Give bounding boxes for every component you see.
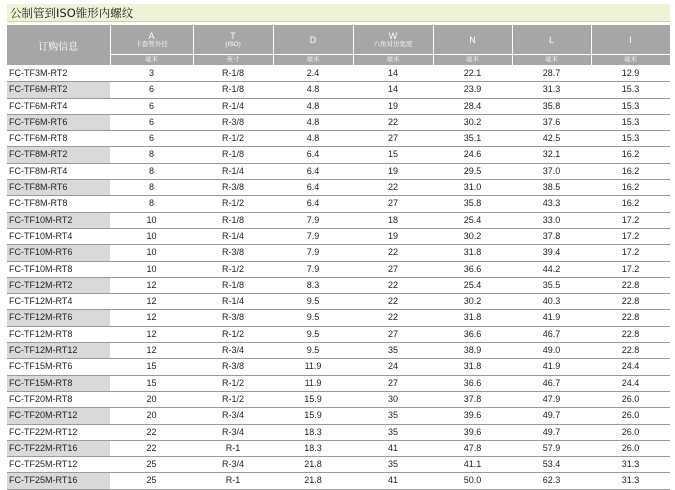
tube-od-a-cell: 12	[110, 343, 193, 359]
bore-d-cell: 15.9	[273, 391, 353, 407]
tube-od-a-cell: 12	[110, 326, 193, 342]
order-code-cell: FC-TF22M-RT16	[7, 440, 110, 456]
order-code-cell: FC-TF6M-RT8	[7, 131, 110, 147]
length-n-cell: 39.6	[433, 424, 512, 440]
table-row	[7, 326, 670, 342]
length-l-cell: 57.9	[512, 440, 591, 456]
hex-w-cell: 30	[353, 391, 433, 407]
order-code-cell: FC-TF8M-RT6	[7, 180, 110, 196]
hex-w-cell: 14	[353, 82, 433, 98]
tube-od-a-cell: 6	[110, 98, 193, 114]
hex-w-cell: 41	[353, 440, 433, 456]
tube-od-a-cell: 6	[110, 114, 193, 130]
unit-i: 毫米	[591, 55, 670, 66]
header-n-label: N	[469, 34, 476, 45]
unit-w: 毫米	[353, 55, 433, 66]
length-l-cell: 53.4	[512, 457, 591, 473]
length-i-cell: 26.0	[591, 440, 670, 456]
bore-d-cell: 7.9	[273, 245, 353, 261]
bore-d-cell: 4.8	[273, 82, 353, 98]
header-i-label: I	[629, 34, 632, 45]
table-row	[7, 114, 670, 130]
tube-od-a-cell: 10	[110, 212, 193, 228]
length-i-cell: 12.9	[591, 66, 670, 82]
order-code-cell: FC-TF10M-RT8	[7, 261, 110, 277]
length-l-cell: 41.9	[512, 359, 591, 375]
length-l-cell: 31.3	[512, 82, 591, 98]
header-order	[7, 25, 110, 66]
length-i-cell: 16.2	[591, 147, 670, 163]
length-n-cell: 36.6	[433, 261, 512, 277]
length-n-cell: 37.8	[433, 391, 512, 407]
order-code-cell: FC-TF12M-RT8	[7, 326, 110, 342]
length-l-cell: 35.8	[512, 98, 591, 114]
order-code-cell: FC-TF25M-RT16	[7, 473, 110, 489]
length-l-cell: 43.3	[512, 196, 591, 212]
length-n-cell: 41.1	[433, 457, 512, 473]
length-i-cell: 26.0	[591, 408, 670, 424]
length-n-cell: 24.6	[433, 147, 512, 163]
table-row	[7, 245, 670, 261]
table-body	[7, 66, 670, 490]
hex-w-cell: 27	[353, 196, 433, 212]
order-code-cell: FC-TF3M-RT2	[7, 66, 110, 82]
thread-t-cell: R-1/8	[193, 82, 273, 98]
length-l-cell: 32.1	[512, 147, 591, 163]
length-i-cell: 26.0	[591, 391, 670, 407]
bore-d-cell: 4.8	[273, 114, 353, 130]
order-code-cell: FC-TF12M-RT4	[7, 294, 110, 310]
length-l-cell: 39.4	[512, 245, 591, 261]
thread-t-cell: R-1/4	[193, 294, 273, 310]
length-l-cell: 35.5	[512, 277, 591, 293]
bore-d-cell: 9.5	[273, 310, 353, 326]
table-row	[7, 261, 670, 277]
hex-w-cell: 22	[353, 180, 433, 196]
hex-w-cell: 24	[353, 359, 433, 375]
header-a	[110, 25, 193, 55]
bore-d-cell: 7.9	[273, 261, 353, 277]
length-i-cell: 15.3	[591, 82, 670, 98]
header-order-label: 订购信息	[38, 41, 79, 53]
length-n-cell: 30.2	[433, 294, 512, 310]
thread-t-cell: R-1/2	[193, 326, 273, 342]
table-row	[7, 408, 670, 424]
length-l-cell: 33.0	[512, 212, 591, 228]
length-l-cell: 49.0	[512, 343, 591, 359]
table-title: 公制管到ISO锥形内螺纹	[7, 4, 670, 22]
header-i	[591, 25, 670, 55]
bore-d-cell: 2.4	[273, 66, 353, 82]
bore-d-cell: 4.8	[273, 131, 353, 147]
table-row	[7, 82, 670, 98]
order-code-cell: FC-TF15M-RT8	[7, 375, 110, 391]
table-row	[7, 163, 670, 179]
order-code-cell: FC-TF6M-RT4	[7, 98, 110, 114]
header-w-sub: 六角对边宽度	[373, 40, 413, 48]
bore-d-cell: 6.4	[273, 147, 353, 163]
thread-t-cell: R-1/2	[193, 391, 273, 407]
length-n-cell: 31.8	[433, 310, 512, 326]
hex-w-cell: 14	[353, 66, 433, 82]
length-l-cell: 46.7	[512, 375, 591, 391]
tube-od-a-cell: 25	[110, 457, 193, 473]
order-code-cell: FC-TF20M-RT12	[7, 408, 110, 424]
length-l-cell: 42.5	[512, 131, 591, 147]
order-code-cell: FC-TF8M-RT4	[7, 163, 110, 179]
length-i-cell: 24.4	[591, 375, 670, 391]
length-i-cell: 22.8	[591, 310, 670, 326]
bore-d-cell: 7.9	[273, 228, 353, 244]
hex-w-cell: 22	[353, 114, 433, 130]
bore-d-cell: 7.9	[273, 212, 353, 228]
table-row	[7, 391, 670, 407]
header-d-label: D	[309, 34, 317, 45]
thread-t-cell: R-3/8	[193, 245, 273, 261]
order-code-cell: FC-TF25M-RT12	[7, 457, 110, 473]
header-n	[433, 25, 512, 55]
header-w	[353, 25, 433, 55]
length-i-cell: 22.8	[591, 294, 670, 310]
length-i-cell: 17.2	[591, 212, 670, 228]
bore-d-cell: 9.5	[273, 343, 353, 359]
bore-d-cell: 21.8	[273, 473, 353, 489]
length-i-cell: 15.3	[591, 98, 670, 114]
table-row	[7, 424, 670, 440]
thread-t-cell: R-1/2	[193, 261, 273, 277]
length-i-cell: 15.3	[591, 114, 670, 130]
length-n-cell: 25.4	[433, 212, 512, 228]
header-t-label: T	[230, 30, 236, 41]
tube-od-a-cell: 3	[110, 66, 193, 82]
length-l-cell: 62.3	[512, 473, 591, 489]
fitting-spec-table	[7, 25, 671, 490]
length-i-cell: 31.3	[591, 473, 670, 489]
tube-od-a-cell: 10	[110, 245, 193, 261]
hex-w-cell: 19	[353, 228, 433, 244]
bore-d-cell: 6.4	[273, 196, 353, 212]
tube-od-a-cell: 25	[110, 473, 193, 489]
length-i-cell: 17.2	[591, 228, 670, 244]
table-row	[7, 212, 670, 228]
header-a-label: A	[148, 30, 155, 41]
table-row	[7, 228, 670, 244]
length-n-cell: 22.1	[433, 66, 512, 82]
length-l-cell: 37.0	[512, 163, 591, 179]
length-n-cell: 31.8	[433, 245, 512, 261]
length-n-cell: 23.9	[433, 82, 512, 98]
header-row	[7, 25, 670, 55]
order-code-cell: FC-TF15M-RT6	[7, 359, 110, 375]
order-code-cell: FC-TF6M-RT6	[7, 114, 110, 130]
tube-od-a-cell: 6	[110, 82, 193, 98]
table-row	[7, 147, 670, 163]
thread-t-cell: R-1/4	[193, 98, 273, 114]
thread-t-cell: R-3/4	[193, 343, 273, 359]
length-i-cell: 15.3	[591, 131, 670, 147]
table-row	[7, 294, 670, 310]
unit-l: 毫米	[512, 55, 591, 66]
unit-d: 毫米	[273, 55, 353, 66]
tube-od-a-cell: 22	[110, 440, 193, 456]
tube-od-a-cell: 12	[110, 294, 193, 310]
length-l-cell: 40.3	[512, 294, 591, 310]
length-l-cell: 47.9	[512, 391, 591, 407]
order-code-cell: FC-TF10M-RT2	[7, 212, 110, 228]
thread-t-cell: R-3/8	[193, 310, 273, 326]
hex-w-cell: 35	[353, 424, 433, 440]
unit-t: 英寸	[193, 55, 273, 66]
tube-od-a-cell: 6	[110, 131, 193, 147]
length-n-cell: 31.0	[433, 180, 512, 196]
length-i-cell: 31.3	[591, 457, 670, 473]
length-i-cell: 17.2	[591, 245, 670, 261]
length-i-cell: 16.2	[591, 163, 670, 179]
order-code-cell: FC-TF12M-RT12	[7, 343, 110, 359]
tube-od-a-cell: 12	[110, 277, 193, 293]
tube-od-a-cell: 20	[110, 408, 193, 424]
thread-t-cell: R-1	[193, 473, 273, 489]
thread-t-cell: R-3/4	[193, 424, 273, 440]
bore-d-cell: 6.4	[273, 180, 353, 196]
thread-t-cell: R-1/4	[193, 228, 273, 244]
hex-w-cell: 27	[353, 375, 433, 391]
length-l-cell: 49.7	[512, 408, 591, 424]
hex-w-cell: 22	[353, 277, 433, 293]
bore-d-cell: 21.8	[273, 457, 353, 473]
header-w-label: W	[388, 30, 398, 41]
thread-t-cell: R-3/4	[193, 457, 273, 473]
hex-w-cell: 19	[353, 163, 433, 179]
length-n-cell: 39.6	[433, 408, 512, 424]
length-l-cell: 37.8	[512, 228, 591, 244]
length-n-cell: 36.6	[433, 326, 512, 342]
length-n-cell: 50.0	[433, 473, 512, 489]
header-t	[193, 25, 273, 55]
header-l	[512, 25, 591, 55]
length-l-cell: 38.5	[512, 180, 591, 196]
table-row	[7, 359, 670, 375]
length-i-cell: 24.4	[591, 359, 670, 375]
table-row	[7, 180, 670, 196]
thread-t-cell: R-1/8	[193, 147, 273, 163]
length-n-cell: 30.2	[433, 114, 512, 130]
length-n-cell: 35.1	[433, 131, 512, 147]
hex-w-cell: 15	[353, 147, 433, 163]
length-n-cell: 35.8	[433, 196, 512, 212]
thread-t-cell: R-3/4	[193, 408, 273, 424]
thread-t-cell: R-3/8	[193, 359, 273, 375]
tube-od-a-cell: 12	[110, 310, 193, 326]
thread-t-cell: R-1/8	[193, 212, 273, 228]
table-row	[7, 375, 670, 391]
thread-t-cell: R-1/2	[193, 375, 273, 391]
bore-d-cell: 9.5	[273, 294, 353, 310]
thread-t-cell: R-3/8	[193, 114, 273, 130]
tube-od-a-cell: 8	[110, 147, 193, 163]
hex-w-cell: 27	[353, 261, 433, 277]
tube-od-a-cell: 15	[110, 375, 193, 391]
tube-od-a-cell: 15	[110, 359, 193, 375]
header-d	[273, 25, 353, 55]
tube-od-a-cell: 22	[110, 424, 193, 440]
order-code-cell: FC-TF10M-RT4	[7, 228, 110, 244]
tube-od-a-cell: 20	[110, 391, 193, 407]
length-i-cell: 16.2	[591, 180, 670, 196]
table-row	[7, 98, 670, 114]
unit-n: 毫米	[433, 55, 512, 66]
hex-w-cell: 41	[353, 473, 433, 489]
hex-w-cell: 35	[353, 457, 433, 473]
header-l-label: L	[548, 34, 554, 45]
length-i-cell: 17.2	[591, 261, 670, 277]
length-n-cell: 28.4	[433, 98, 512, 114]
bore-d-cell: 8.3	[273, 277, 353, 293]
hex-w-cell: 35	[353, 343, 433, 359]
length-l-cell: 41.9	[512, 310, 591, 326]
unit-a: 毫米	[110, 55, 193, 66]
hex-w-cell: 27	[353, 131, 433, 147]
tube-od-a-cell: 8	[110, 196, 193, 212]
thread-t-cell: R-1/2	[193, 131, 273, 147]
hex-w-cell: 35	[353, 408, 433, 424]
length-i-cell: 26.0	[591, 424, 670, 440]
bore-d-cell: 11.9	[273, 359, 353, 375]
order-code-cell: FC-TF12M-RT2	[7, 277, 110, 293]
length-l-cell: 46.7	[512, 326, 591, 342]
length-n-cell: 36.6	[433, 375, 512, 391]
tube-od-a-cell: 10	[110, 228, 193, 244]
bore-d-cell: 11.9	[273, 375, 353, 391]
header-t-sub: (ISO)	[225, 40, 241, 48]
bore-d-cell: 15.9	[273, 408, 353, 424]
length-n-cell: 25.4	[433, 277, 512, 293]
length-l-cell: 37.6	[512, 114, 591, 130]
table-row	[7, 343, 670, 359]
order-code-cell: FC-TF12M-RT6	[7, 310, 110, 326]
bore-d-cell: 9.5	[273, 326, 353, 342]
order-code-cell: FC-TF8M-RT8	[7, 196, 110, 212]
thread-t-cell: R-1/8	[193, 66, 273, 82]
length-n-cell: 30.2	[433, 228, 512, 244]
length-n-cell: 29.5	[433, 163, 512, 179]
table-row	[7, 310, 670, 326]
thread-t-cell: R-1/8	[193, 277, 273, 293]
length-n-cell: 38.9	[433, 343, 512, 359]
thread-t-cell: R-1	[193, 440, 273, 456]
bore-d-cell: 18.3	[273, 424, 353, 440]
table-row	[7, 440, 670, 456]
order-code-cell: FC-TF10M-RT6	[7, 245, 110, 261]
bore-d-cell: 18.3	[273, 440, 353, 456]
length-i-cell: 16.2	[591, 196, 670, 212]
order-code-cell: FC-TF8M-RT2	[7, 147, 110, 163]
table-row	[7, 196, 670, 212]
hex-w-cell: 22	[353, 294, 433, 310]
length-n-cell: 31.8	[433, 359, 512, 375]
order-code-cell: FC-TF20M-RT8	[7, 391, 110, 407]
table-row	[7, 66, 670, 82]
length-l-cell: 49.7	[512, 424, 591, 440]
table-row	[7, 473, 670, 489]
tube-od-a-cell: 8	[110, 163, 193, 179]
length-n-cell: 47.8	[433, 440, 512, 456]
hex-w-cell: 22	[353, 310, 433, 326]
table-row	[7, 457, 670, 473]
tube-od-a-cell: 8	[110, 180, 193, 196]
thread-t-cell: R-1/4	[193, 163, 273, 179]
length-i-cell: 22.8	[591, 277, 670, 293]
length-i-cell: 22.8	[591, 326, 670, 342]
length-l-cell: 44.2	[512, 261, 591, 277]
hex-w-cell: 22	[353, 245, 433, 261]
table-row	[7, 131, 670, 147]
order-code-cell: FC-TF22M-RT12	[7, 424, 110, 440]
length-i-cell: 22.8	[591, 343, 670, 359]
thread-t-cell: R-3/8	[193, 180, 273, 196]
hex-w-cell: 19	[353, 98, 433, 114]
header-a-sub: 卡套管外径	[135, 40, 168, 48]
table-row	[7, 277, 670, 293]
hex-w-cell: 18	[353, 212, 433, 228]
bore-d-cell: 4.8	[273, 98, 353, 114]
tube-od-a-cell: 10	[110, 261, 193, 277]
bore-d-cell: 6.4	[273, 163, 353, 179]
length-l-cell: 28.7	[512, 66, 591, 82]
hex-w-cell: 27	[353, 326, 433, 342]
order-code-cell: FC-TF6M-RT2	[7, 82, 110, 98]
thread-t-cell: R-1/2	[193, 196, 273, 212]
